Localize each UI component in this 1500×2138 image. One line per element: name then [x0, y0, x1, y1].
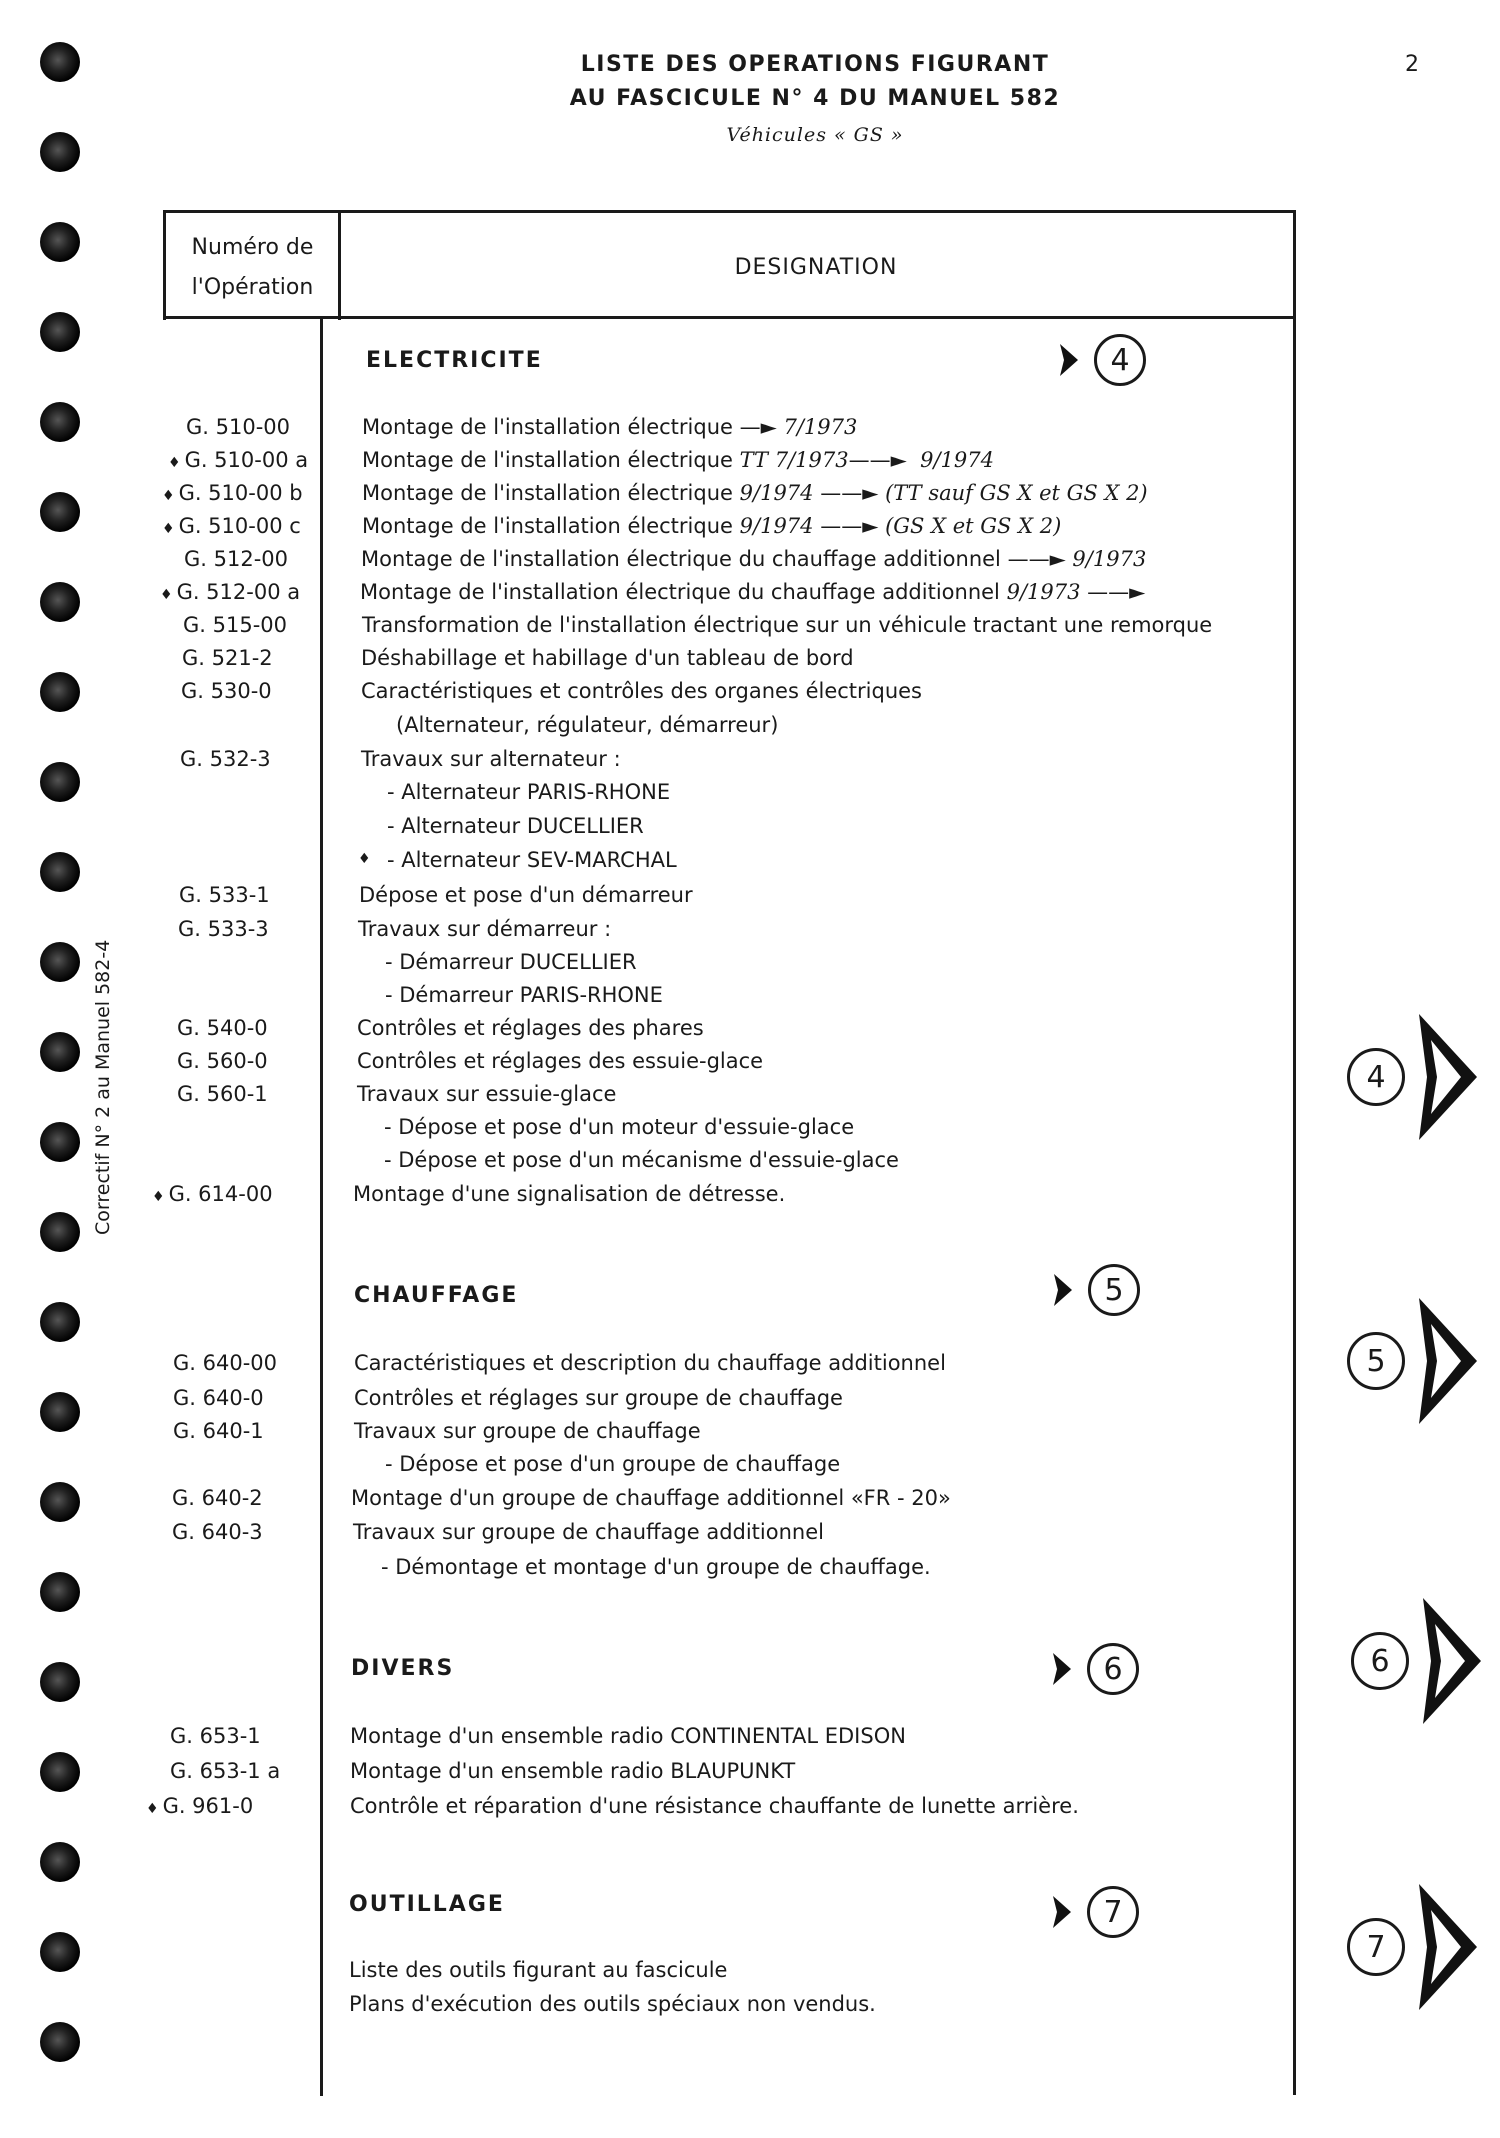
section-marker-divers [1051, 1643, 1139, 1695]
side-tab-7[interactable] [1347, 1880, 1481, 2014]
binder-hole [40, 1212, 80, 1252]
operation-designation: Travaux sur essuie-glace [357, 1082, 617, 1106]
binder-hole [40, 672, 80, 712]
operation-number: ♦ G. 512-00 a [160, 580, 301, 604]
page-number: 2 [1405, 52, 1419, 77]
binder-hole [40, 942, 80, 982]
table-left-border [163, 210, 166, 320]
diamond-icon: ♦ [160, 587, 173, 603]
operation-designation: Montage de l'installation électrique TT 7/1973——► 9/1974 [362, 448, 995, 472]
operation-designation: Montage de l'installation électrique du chauffage additionnel 9/1973 ——► [360, 580, 1146, 604]
operation-designation: Montage de l'installation électrique —► 7/1973 [362, 415, 858, 439]
operation-number: ♦ G. 510-00 b [162, 481, 303, 505]
binder-hole [40, 492, 80, 532]
operation-number: G. 533-1 [179, 883, 270, 907]
operation-designation: - Dépose et pose d'un groupe de chauffage [385, 1452, 841, 1476]
binder-hole [40, 762, 80, 802]
binder-hole [40, 852, 80, 892]
operation-number: G. 653-1 [170, 1724, 261, 1748]
operation-designation: Contrôles et réglages des phares [357, 1016, 704, 1040]
diamond-icon: ♦ [162, 521, 175, 537]
section-title-chauffage: CHAUFFAGE [354, 1283, 519, 1308]
operation-number: G. 512-00 [184, 547, 289, 571]
diamond-icon: ♦ [168, 455, 181, 471]
operation-designation: Travaux sur groupe de chauffage additionnel [353, 1520, 824, 1544]
operation-number: G. 640-3 [172, 1520, 263, 1544]
operation-number: G. 540-0 [177, 1016, 268, 1040]
operation-number: G. 521-2 [182, 646, 273, 670]
section-marker-outillage [1051, 1886, 1139, 1938]
tab-arrow-icon [1415, 1880, 1481, 2014]
binder-hole [40, 42, 80, 82]
operation-designation: Contrôle et réparation d'une résistance chauffante de lunette arrière. [350, 1794, 1079, 1818]
binder-hole [40, 1482, 80, 1522]
operation-number: G. 510-00 [186, 415, 291, 439]
binder-hole [40, 1842, 80, 1882]
binder-hole [40, 132, 80, 172]
operation-number: G. 530-0 [181, 679, 272, 703]
operation-designation: - Démontage et montage d'un groupe de chauffage. [381, 1555, 931, 1579]
operation-designation: Montage de l'installation électrique 9/1974 ——► (GS X et GS X 2) [362, 514, 1062, 538]
arrow-right-icon: —► [739, 415, 777, 439]
side-tab-number: 4 [1347, 1048, 1405, 1106]
section-marker-electricite [1058, 334, 1146, 386]
arrow-right-icon [1058, 340, 1080, 380]
operation-designation: - Démarreur DUCELLIER [385, 950, 637, 974]
side-tab-5[interactable] [1347, 1294, 1481, 1428]
operation-designation: - Alternateur SEV-MARCHAL [387, 848, 677, 872]
binder-hole [40, 222, 80, 262]
operation-designation: Montage d'une signalisation de détresse. [353, 1182, 786, 1206]
tab-arrow-icon [1419, 1594, 1485, 1728]
diamond-icon: ♦ [152, 1189, 165, 1205]
side-tab-6[interactable] [1351, 1594, 1485, 1728]
side-tab-number: 5 [1347, 1332, 1405, 1390]
operation-designation: Liste des outils figurant au fascicule [349, 1958, 728, 1982]
side-tab-4[interactable] [1347, 1010, 1481, 1144]
operation-designation: Déshabillage et habillage d'un tableau de bord [361, 646, 854, 670]
column-header-number-line-2: l'Opération [191, 275, 314, 300]
arrow-right-icon [1051, 1892, 1073, 1932]
arrow-right-icon [1051, 1649, 1073, 1689]
column-header-designation: DESIGNATION [734, 255, 898, 280]
operation-designation: Dépose et pose d'un démarreur [359, 883, 693, 907]
arrow-right-icon: ——► [1007, 547, 1066, 571]
binder-hole [40, 1572, 80, 1612]
binder-hole [40, 1122, 80, 1162]
operation-designation: Plans d'exécution des outils spéciaux non vendus. [349, 1992, 876, 2016]
operation-designation: - Alternateur PARIS-RHONE [387, 780, 671, 804]
table-top-border [163, 210, 1296, 213]
operation-number: G. 640-2 [172, 1486, 263, 1510]
section-number-badge: 6 [1087, 1643, 1139, 1695]
operation-designation: Travaux sur démarreur : [358, 917, 612, 941]
operation-designation: Montage de l'installation électrique 9/1974 ——► (TT sauf GS X et GS X 2) [362, 481, 1148, 505]
operation-number: G. 515-00 [183, 613, 288, 637]
diamond-icon: ♦ [358, 851, 371, 867]
document-title-line-2: AU FASCICULE N° 4 DU MANUEL 582 [569, 86, 1061, 111]
operation-designation: Montage d'un groupe de chauffage additionnel «FR - 20» [351, 1486, 951, 1510]
arrow-right-icon: ——► [848, 448, 907, 472]
operation-designation: Caractéristiques et description du chauffage additionnel [354, 1351, 946, 1375]
operation-designation: (Alternateur, régulateur, démarreur) [396, 713, 779, 737]
operation-number: G. 533-3 [178, 917, 269, 941]
binder-hole [40, 1032, 80, 1072]
binder-hole [40, 1392, 80, 1432]
section-marker-chauffage [1052, 1264, 1140, 1316]
operation-designation: Travaux sur groupe de chauffage [354, 1419, 701, 1443]
operation-designation: Caractéristiques et contrôles des organes électriques [361, 679, 922, 703]
operation-designation: Contrôles et réglages des essuie-glace [357, 1049, 764, 1073]
operation-number: G. 640-0 [173, 1386, 264, 1410]
binder-hole [40, 1302, 80, 1342]
operation-number: ♦ G. 961-0 [146, 1794, 254, 1818]
binder-hole [40, 1662, 80, 1702]
operation-number: G. 640-00 [173, 1351, 278, 1375]
section-title-electricite: ELECTRICITE [366, 348, 543, 373]
side-tab-number: 7 [1347, 1918, 1405, 1976]
column-header-number-line-1: Numéro de [191, 235, 314, 260]
diamond-icon: ♦ [162, 488, 175, 504]
section-title-divers: DIVERS [351, 1656, 455, 1681]
operation-designation: - Démarreur PARIS-RHONE [385, 983, 663, 1007]
operation-number: ♦ G. 614-00 [152, 1182, 273, 1206]
operation-number: G. 560-0 [177, 1049, 268, 1073]
section-title-outillage: OUTILLAGE [349, 1892, 505, 1917]
margin-note: Correctif N° 2 au Manuel 582-4 [92, 939, 114, 1235]
side-tab-number: 6 [1351, 1632, 1409, 1690]
column-header-number [170, 228, 335, 308]
arrow-right-icon [1052, 1270, 1074, 1310]
operation-designation: - Alternateur DUCELLIER [387, 814, 644, 838]
operation-number: G. 532-3 [180, 747, 271, 771]
document-subtitle: Véhicules « GS » [726, 124, 904, 146]
tab-arrow-icon [1415, 1294, 1481, 1428]
operation-designation: - Dépose et pose d'un mécanisme d'essuie-glace [384, 1148, 899, 1172]
operation-number: ♦ G. 510-00 a [168, 448, 309, 472]
binder-hole [40, 312, 80, 352]
document-title-line-1: LISTE DES OPERATIONS FIGURANT [580, 52, 1050, 77]
table-header-separator [163, 316, 1296, 319]
table-column-divider-lower [320, 318, 323, 2096]
operation-designation: Transformation de l'installation électrique sur un véhicule tractant une remorque [362, 613, 1213, 637]
operation-number: G. 653-1 a [170, 1759, 281, 1783]
operation-number: ♦ G. 510-00 c [162, 514, 301, 538]
section-number-badge: 7 [1087, 1886, 1139, 1938]
arrow-right-icon: ——► [820, 481, 879, 505]
arrow-right-icon: ——► [1087, 580, 1146, 604]
operation-designation: Montage de l'installation électrique du chauffage additionnel ——► 9/1973 [361, 547, 1147, 571]
section-number-badge: 4 [1094, 334, 1146, 386]
binder-hole [40, 582, 80, 622]
binder-hole [40, 1932, 80, 1972]
tab-arrow-icon [1415, 1010, 1481, 1144]
binder-hole [40, 1752, 80, 1792]
binder-hole [40, 402, 80, 442]
operation-designation: Contrôles et réglages sur groupe de chauffage [354, 1386, 843, 1410]
table-right-border [1293, 210, 1296, 2095]
operation-designation: Montage d'un ensemble radio BLAUPUNKT [350, 1759, 796, 1783]
operation-designation: - Dépose et pose d'un moteur d'essuie-glace [384, 1115, 855, 1139]
arrow-right-icon: ——► [820, 514, 879, 538]
operation-number: G. 640-1 [173, 1419, 264, 1443]
section-number-badge: 5 [1088, 1264, 1140, 1316]
operation-number: G. 560-1 [177, 1082, 268, 1106]
operation-designation: Travaux sur alternateur : [361, 747, 621, 771]
operation-designation: Montage d'un ensemble radio CONTINENTAL EDISON [350, 1724, 906, 1748]
binder-hole [40, 2022, 80, 2062]
diamond-icon: ♦ [146, 1801, 159, 1817]
